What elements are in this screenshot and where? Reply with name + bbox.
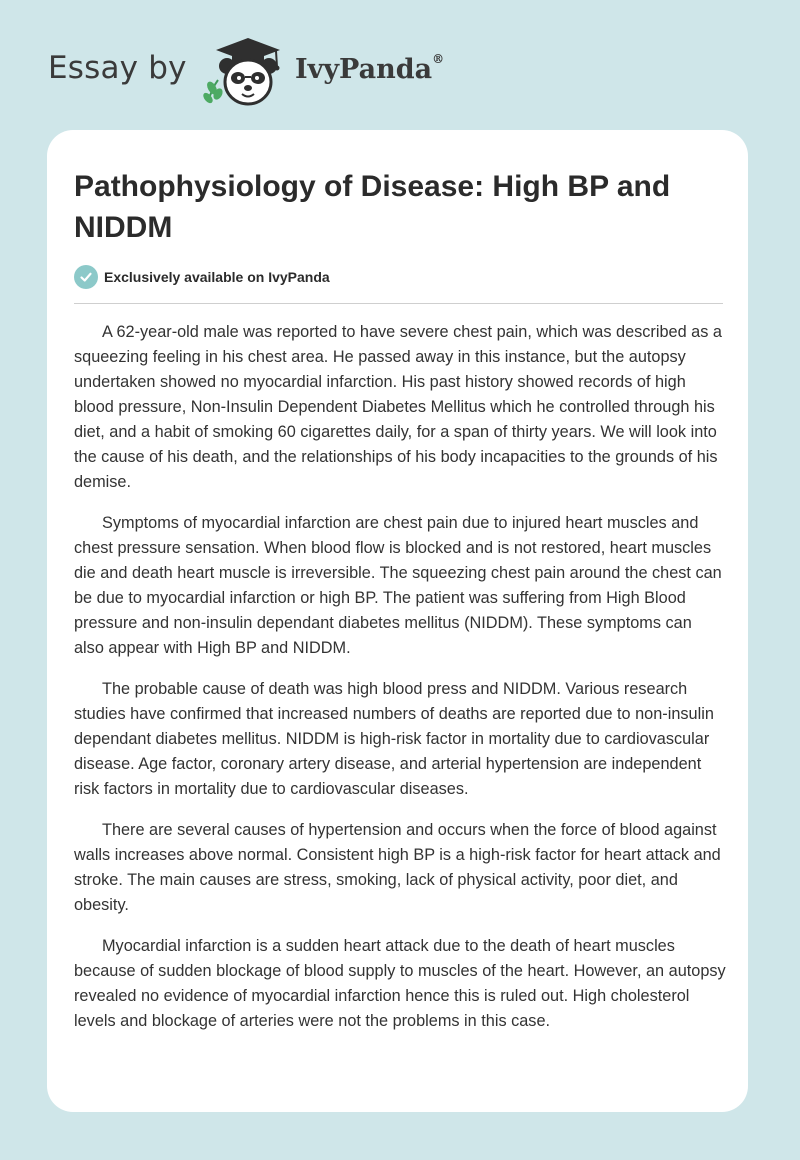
brand-name[interactable]: IvyPanda®	[295, 52, 445, 85]
paragraph: Myocardial infarction is a sudden heart attack due to the death of heart muscles because of sudden blockage of blood supply to muscles of the heart. However, an autopsy revealed no evidence of myocardial infarction hence this is ruled out. High cholesterol levels and blockage of arteries were not the problems in this case.	[74, 937, 726, 1030]
site-header	[48, 36, 508, 106]
paragraph: Symptoms of myocardial infarction are chest pain due to injured heart muscles and chest pressure sensation. When blood flow is blocked and is not restored, heart muscles die and death heart muscle is irreversible. The squeezing chest pain around the chest can be due to myocardial infarction or high BP. The patient was suffering from High Blood pressure and non-insulin dependant diabetes mellitus (NIDDM). These symptoms can also appear with High BP and NIDDM.	[74, 514, 722, 657]
exclusive-badge	[74, 264, 330, 290]
checkmark-icon	[74, 265, 98, 289]
page-title: Pathophysiology of Disease: High BP and NIDDM	[74, 170, 671, 244]
essay-body	[74, 320, 726, 1050]
divider	[74, 303, 723, 304]
paragraph: A 62-year-old male was reported to have severe chest pain, which was described as a squeezing feeling in his chest area. He passed away in this instance, but the autopsy undertaken showed no myocardial infarction. His past history showed records of high blood pressure, Non-Insulin Dependent Diabetes Mellitus which he controlled through his diet, and a habit of smoking 60 cigarettes daily, for a span of thirty years. We will look into the cause of his death, and the relationships of his body incapacities to the grounds of his demise.	[74, 323, 722, 491]
panda-logo-icon[interactable]	[202, 36, 294, 108]
essay-by-label: Essay by	[48, 50, 187, 86]
paragraph: There are several causes of hypertension and occurs when the force of blood against walls increases above normal. Consistent high BP is a high-risk factor for heart attack and stroke. The main causes are stress, smoking, lack of physical activity, poor diet, and obesity.	[74, 821, 721, 914]
paragraph: The probable cause of death was high blood press and NIDDM. Various research studies have confirmed that increased numbers of deaths are reported due to non-insulin dependant diabetes mellitus. NIDDM is high-risk factor in mortality due to cardiovascular disease. Age factor, coronary artery disease, and arterial hypertension are independent risk factors in mortality due to cardiovascular diseases.	[74, 680, 714, 798]
registered-mark: ®	[432, 52, 445, 66]
badge-label: Exclusively available on IvyPanda	[104, 269, 330, 285]
essay-card	[47, 130, 748, 1112]
